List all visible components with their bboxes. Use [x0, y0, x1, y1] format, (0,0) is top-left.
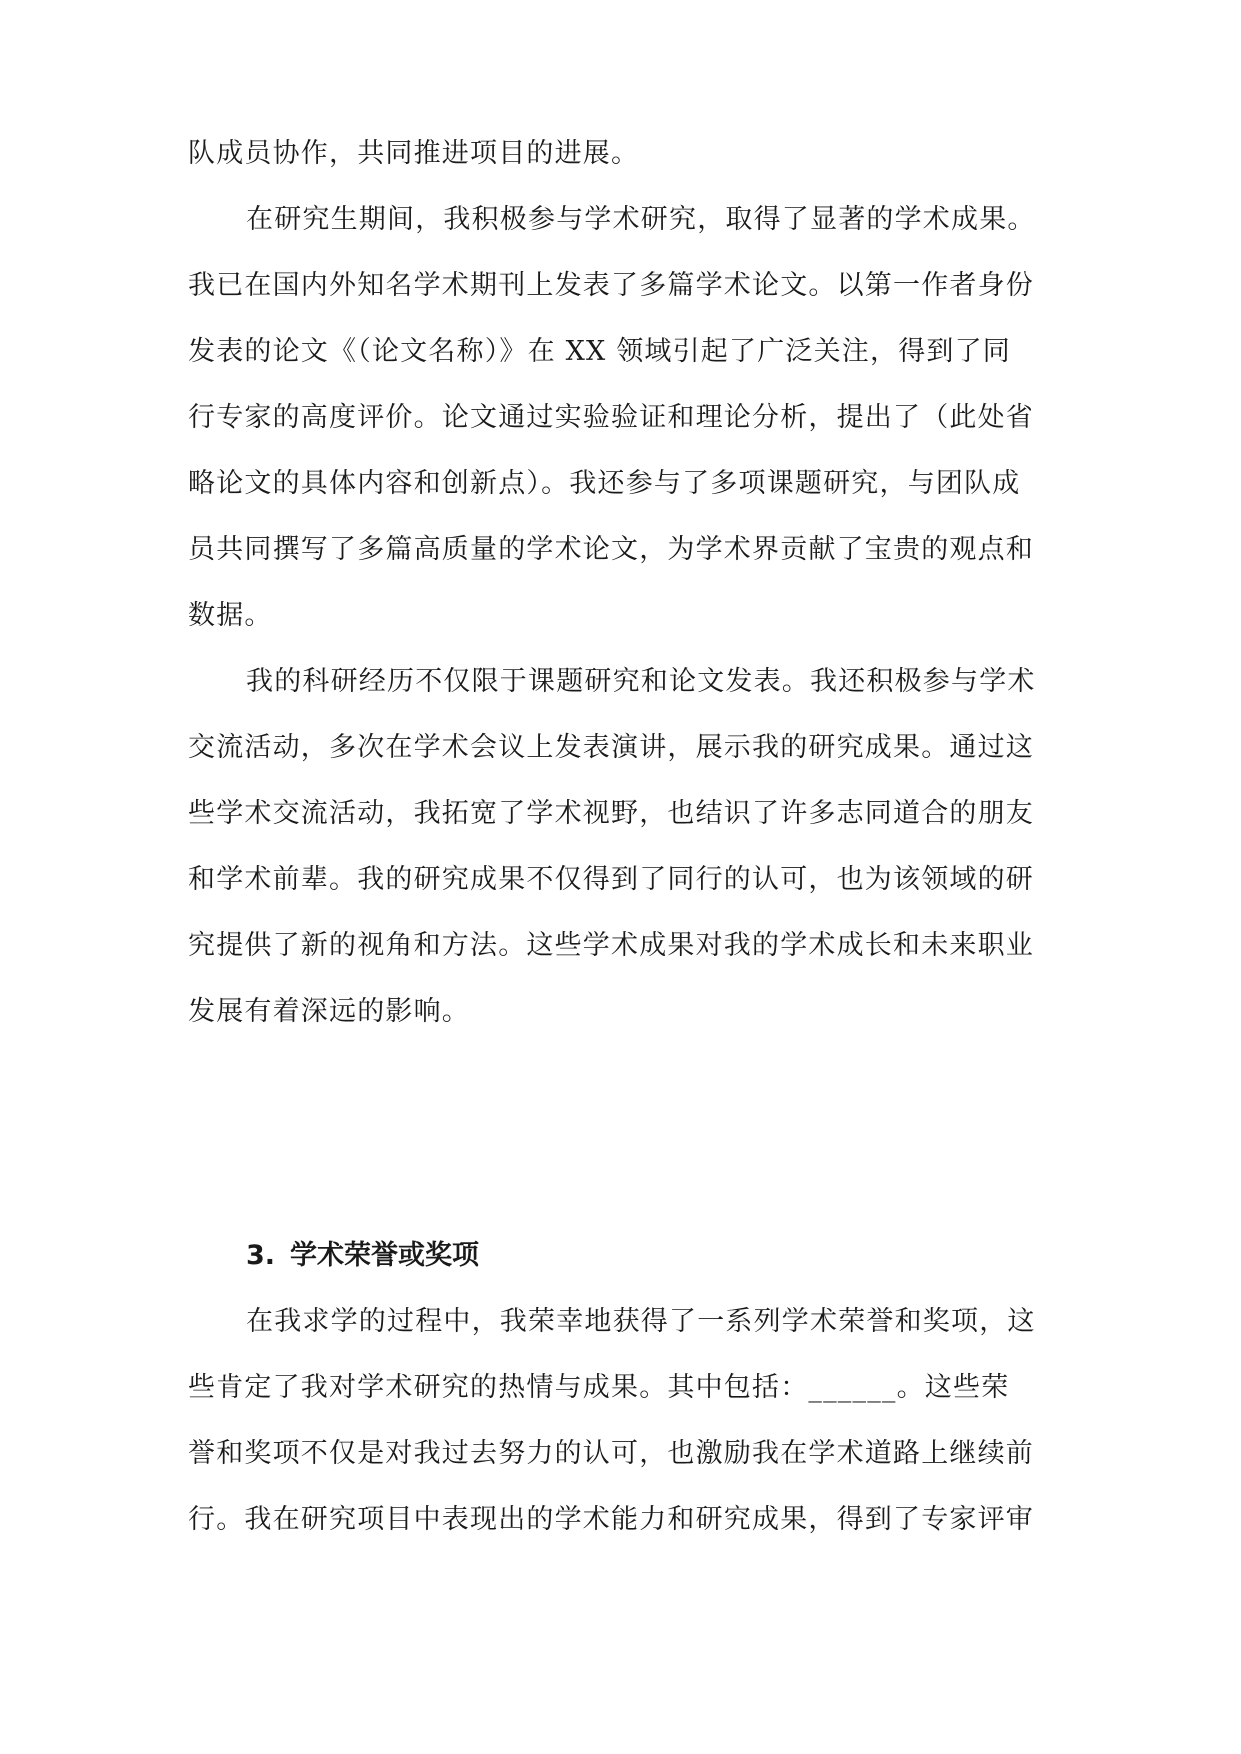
paragraph-line: 行专家的高度评价。论文通过实验验证和理论分析，提出了（此处省 — [188, 402, 1034, 433]
paragraph-line: 和学术前辈。我的研究成果不仅得到了同行的认可，也为该领域的研 — [188, 864, 1034, 895]
section-number: 3. — [246, 1240, 276, 1271]
paragraph-line: 在我求学的过程中，我荣幸地获得了一系列学术荣誉和奖项，这 — [246, 1306, 1036, 1337]
section-heading — [246, 1234, 479, 1278]
paragraph-line: 数据。 — [188, 600, 273, 631]
paragraph-line: 员共同撰写了多篇高质量的学术论文，为学术界贡献了宝贵的观点和 — [188, 534, 1034, 565]
paragraph-line: 我已在国内外知名学术期刊上发表了多篇学术论文。以第一作者身份 — [188, 270, 1034, 301]
paragraph-line: 队成员协作，共同推进项目的进展。 — [188, 138, 640, 169]
paragraph-line: 行。我在研究项目中表现出的学术能力和研究成果，得到了专家评审 — [188, 1504, 1034, 1535]
paragraph-line: 在研究生期间，我积极参与学术研究，取得了显著的学术成果。 — [246, 204, 1036, 235]
paragraph-line: 发表的论文《（论文名称）》在 XX 领域引起了广泛关注，得到了同 — [188, 336, 1012, 367]
paragraph-line: 我的科研经历不仅限于课题研究和论文发表。我还积极参与学术 — [246, 666, 1036, 697]
paragraph-line: 交流活动，多次在学术会议上发表演讲，展示我的研究成果。通过这 — [188, 732, 1034, 763]
paragraph-line: 略论文的具体内容和创新点）。我还参与了多项课题研究，与团队成 — [188, 468, 1021, 499]
paragraph-line: 些肯定了我对学术研究的热情与成果。其中包括：______。这些荣 — [188, 1372, 1010, 1403]
paragraph-line: 些学术交流活动，我拓宽了学术视野，也结识了许多志同道合的朋友 — [188, 798, 1034, 829]
paragraph-line: 誉和奖项不仅是对我过去努力的认可，也激励我在学术道路上继续前 — [188, 1438, 1034, 1469]
paragraph-line: 发展有着深远的影响。 — [188, 996, 470, 1027]
paragraph-line: 究提供了新的视角和方法。这些学术成果对我的学术成长和未来职业 — [188, 930, 1034, 961]
section-title: 学术荣誉或奖项 — [290, 1240, 479, 1271]
